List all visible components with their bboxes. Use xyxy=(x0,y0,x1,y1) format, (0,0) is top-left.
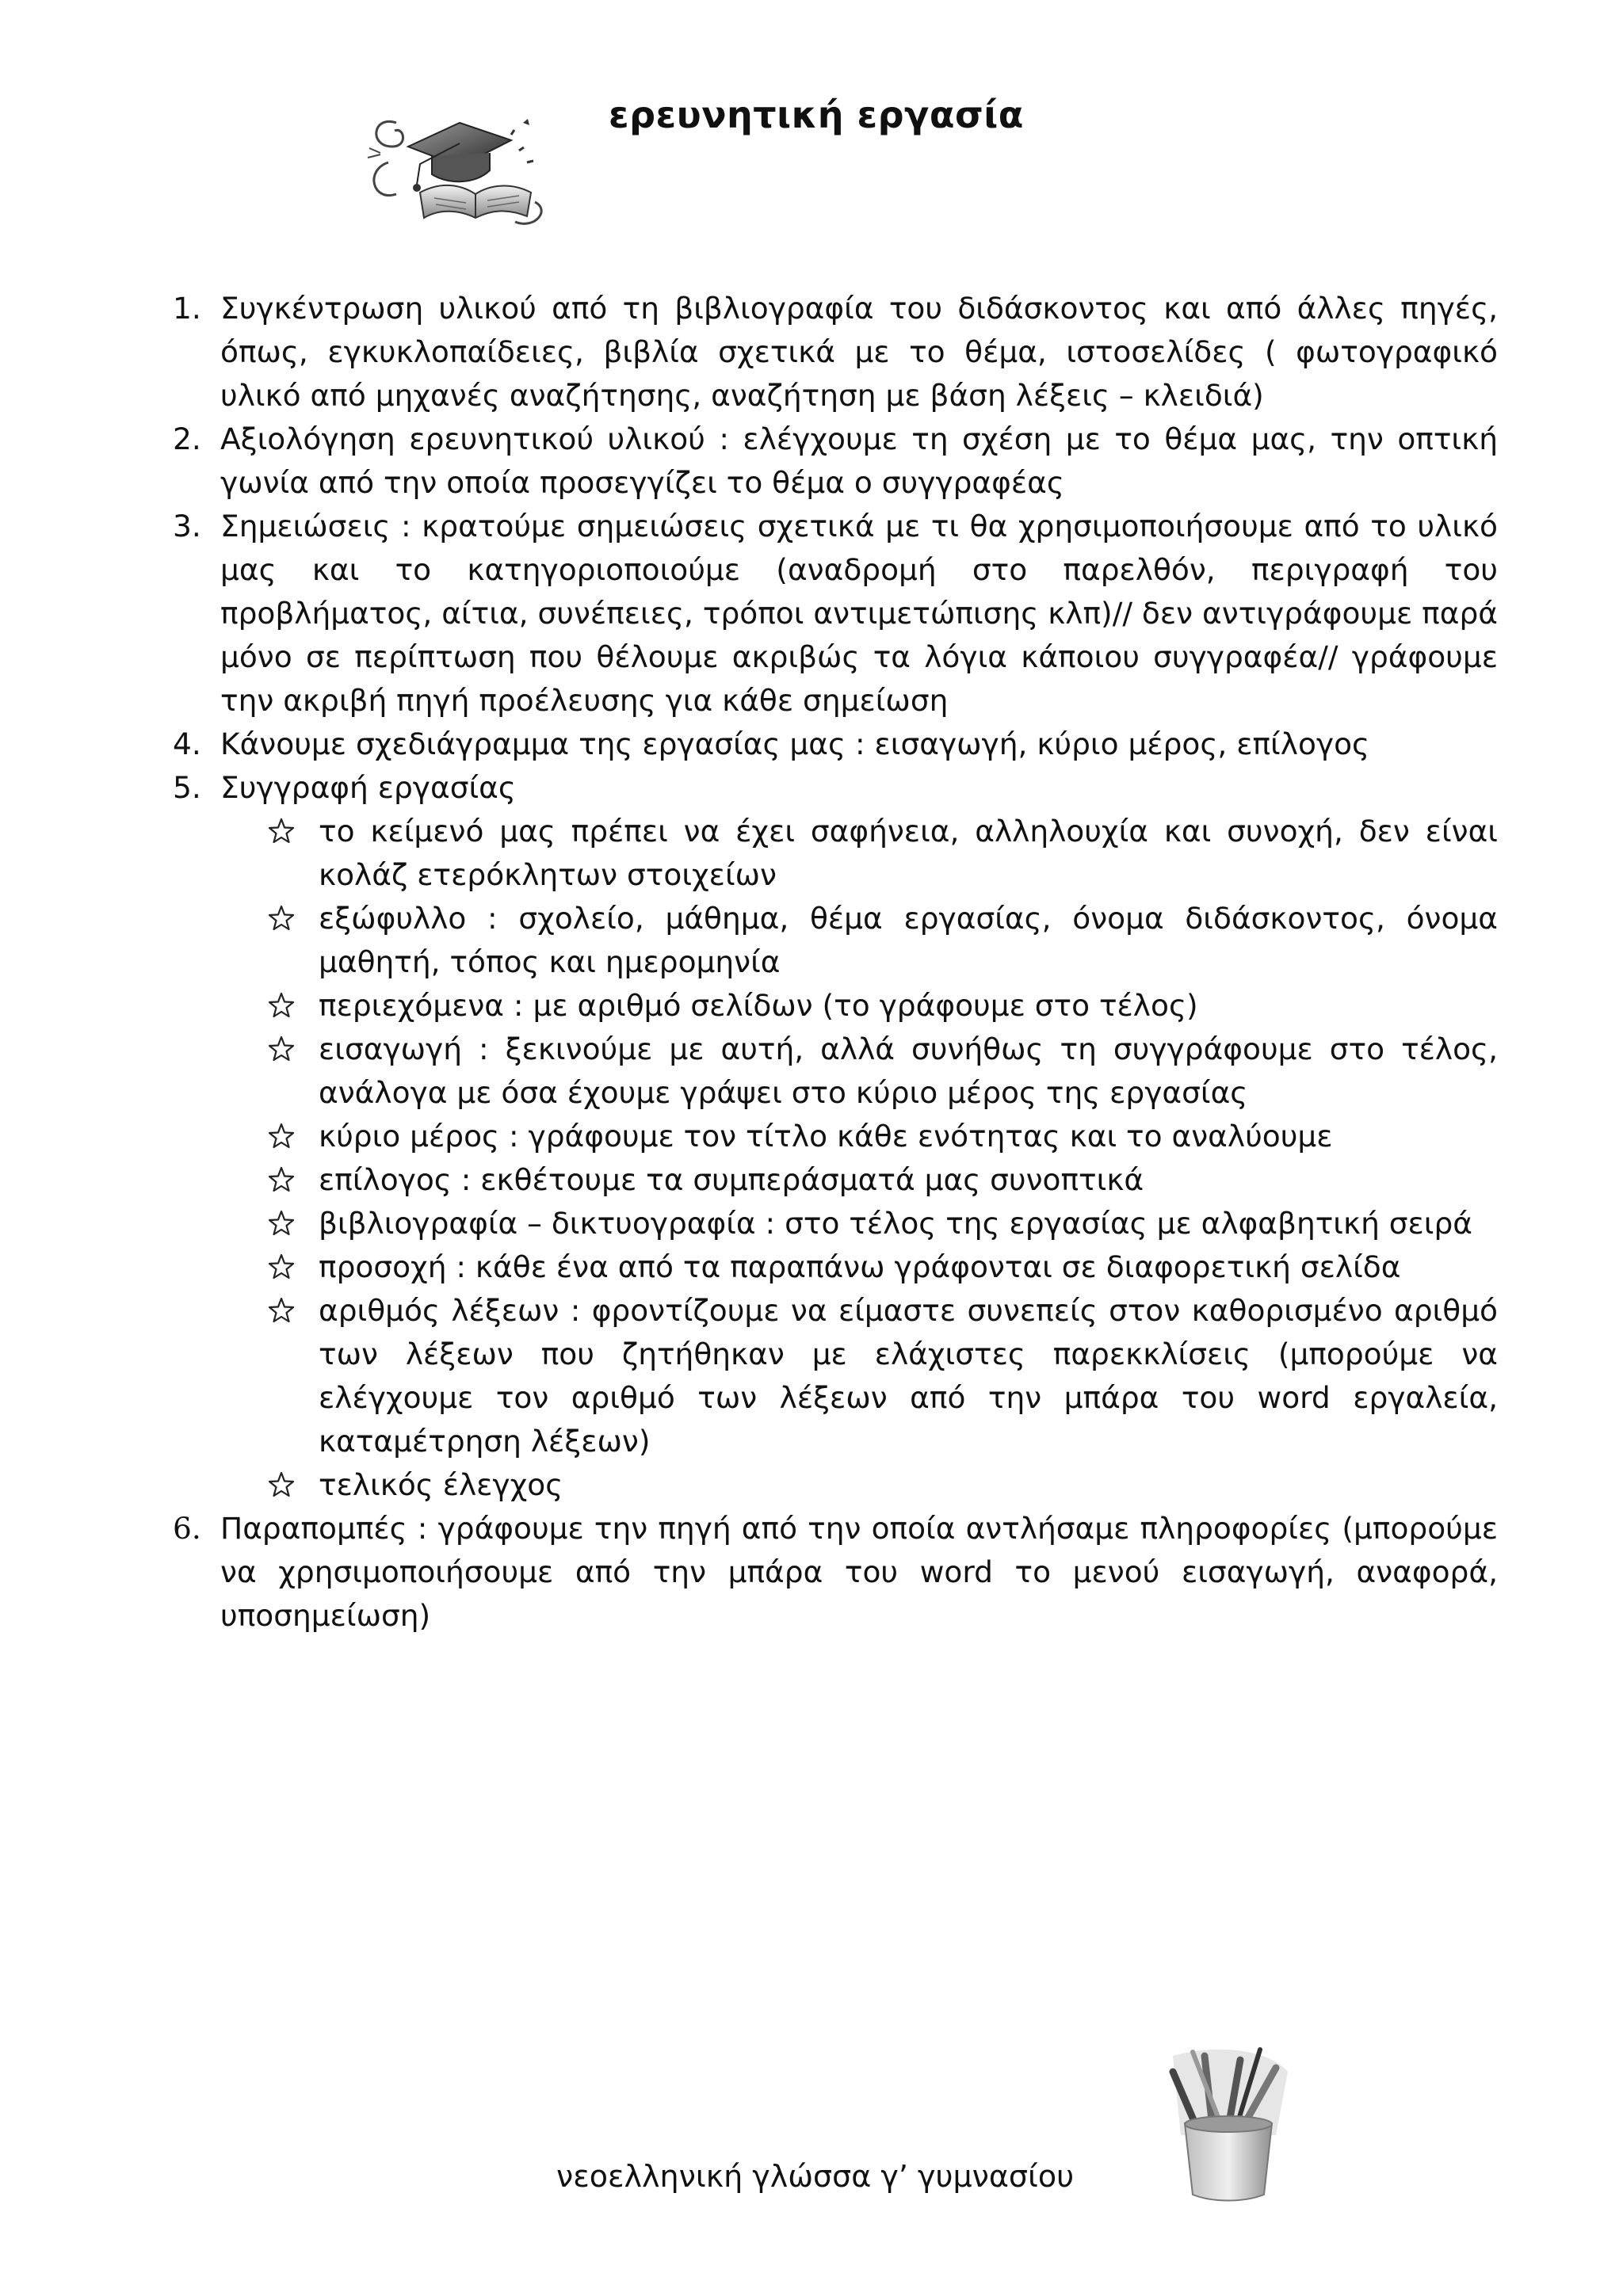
item-number: 5. xyxy=(173,770,201,805)
item-number: 1. xyxy=(173,291,201,326)
sublist-item xyxy=(266,1289,1498,1463)
sublist-text: βιβλιογραφία – δικτυογραφία : στο τέλος της εργασίας με αλφαβητική σειρά xyxy=(319,1206,1473,1241)
item-text: Αξιολόγηση ερευνητικού υλικού : ελέγχουμε τη σχέση με το θέμα μας, την οπτική γωνία από την οποία προσεγγίζει το θέμα ο συγγραφέας xyxy=(220,421,1498,500)
item-text: Κάνουμε σχεδιάγραμμα της εργασίας μας : εισαγωγή, κύριο μέρος, επίλογος xyxy=(220,727,1370,761)
sublist-text: επίλογος : εκθέτουμε τα συμπεράσματά μας συνοπτικά xyxy=(319,1162,1144,1197)
item-number: 2. xyxy=(173,421,201,456)
sublist-item xyxy=(266,1158,1498,1202)
sublist-text: εισαγωγή : ξεκινούμε με αυτή, αλλά συνήθως τη συγγράφουμε στο τέλος, ανάλογα με όσα έχουμε γράψει στο κύριο μέρος της εργασίας xyxy=(319,1032,1498,1110)
list-item xyxy=(166,766,1498,1507)
sublist-item xyxy=(266,1245,1498,1289)
item-text: Σημειώσεις : κρατούμε σημειώσεις σχετικά με τι θα χρησιμοποιήσουμε από το υλικό μας και το κατηγοριοποιούμε (αναδρομή στο παρελθόν, περιγραφή του προβλήματος, αίτια, συνέπειες, τρόποι αντιμετώπισης κλπ)// δεν αντιγράφουμε παρά μόνο σε περίπτωση που θέλουμε ακριβώς τα λόγια κάποιου συγγραφέα// γράφουμε την ακριβή πηγή προέλευσης για κάθε σημείωση xyxy=(220,509,1498,718)
sublist-text: κύριο μέρος : γράφουμε τον τίτλο κάθε ενότητας και το αναλύουμε xyxy=(319,1119,1333,1154)
item-text: Παραπομπές : γράφουμε την πηγή από την οποία αντλήσαμε πληροφορίες (μπορούμε να χρησιμοποιήσουμε από την μπάρα του word το μενού εισαγωγή, αναφορά, υποσημείωση) xyxy=(220,1511,1498,1633)
footer-text: νεοελληνική γλώσσα γ’ γυμνασίου xyxy=(556,2159,1075,2194)
writing-sublist xyxy=(220,810,1498,1507)
sublist-item xyxy=(266,1202,1498,1245)
list-item xyxy=(166,418,1498,505)
sublist-item xyxy=(266,1028,1498,1115)
item-number: 3. xyxy=(173,509,201,543)
star-bullet-icon xyxy=(268,1471,295,1498)
star-bullet-icon xyxy=(268,818,295,845)
star-bullet-icon xyxy=(268,1210,295,1237)
list-item xyxy=(166,1507,1498,1638)
steps-list xyxy=(166,287,1498,1638)
pencil-cup-icon xyxy=(1149,2040,1308,2206)
item-number: 4. xyxy=(173,727,201,761)
star-bullet-icon xyxy=(268,1123,295,1150)
sublist-text: εξώφυλλο : σχολείο, μάθημα, θέμα εργασίας, όνομα διδάσκοντος, όνομα μαθητή, τόπος και ημερομηνία xyxy=(319,901,1498,979)
item-text: Συγγραφή εργασίας xyxy=(220,770,516,805)
graduation-cap-book-icon xyxy=(365,91,555,234)
star-bullet-icon xyxy=(268,1253,295,1280)
sublist-item xyxy=(266,984,1498,1028)
star-bullet-icon xyxy=(268,1035,295,1062)
list-item xyxy=(166,723,1498,766)
star-bullet-icon xyxy=(268,905,295,932)
sublist-text: αριθμός λέξεων : φροντίζουμε να είμαστε συνεπείς στον καθορισμένο αριθμό των λέξεων που ζητήθηκαν με ελάχιστες παρεκκλίσεις (μπορούμε να ελέγχουμε τον αριθμό των λέξεων από την μπάρα του word εργαλεία, καταμέτρηση λέξεων) xyxy=(319,1293,1498,1459)
sublist-item xyxy=(266,810,1498,897)
star-bullet-icon xyxy=(268,992,295,1019)
star-bullet-icon xyxy=(268,1166,295,1193)
sublist-item xyxy=(266,1115,1498,1158)
sublist-text: προσοχή : κάθε ένα από τα παραπάνω γράφονται σε διαφορετική σελίδα xyxy=(319,1249,1401,1284)
sublist-item xyxy=(266,1463,1498,1507)
sublist-item xyxy=(266,897,1498,984)
document-title: ερευνητική εργασία xyxy=(609,93,1024,136)
list-item xyxy=(166,505,1498,723)
item-number: 6. xyxy=(173,1511,201,1546)
document-body xyxy=(166,287,1498,1638)
sublist-text: περιεχόμενα : με αριθμό σελίδων (το γράφουμε στο τέλος) xyxy=(319,988,1198,1023)
sublist-text: το κείμενό μας πρέπει να έχει σαφήνεια, αλληλουχία και συνοχή, δεν είναι κολάζ ετερόκλητων στοιχείων xyxy=(319,814,1498,892)
sublist-text: τελικός έλεγχος xyxy=(319,1467,563,1502)
item-text: Συγκέντρωση υλικού από τη βιβλιογραφία του διδάσκοντος και από άλλες πηγές, όπως, εγκυκλοπαίδειες, βιβλία σχετικά με το θέμα, ιστοσελίδες ( φωτογραφικό υλικό από μηχανές αναζήτησης, αναζήτηση με βάση λέξεις – κλειδιά) xyxy=(220,291,1498,413)
star-bullet-icon xyxy=(268,1297,295,1324)
list-item xyxy=(166,287,1498,418)
